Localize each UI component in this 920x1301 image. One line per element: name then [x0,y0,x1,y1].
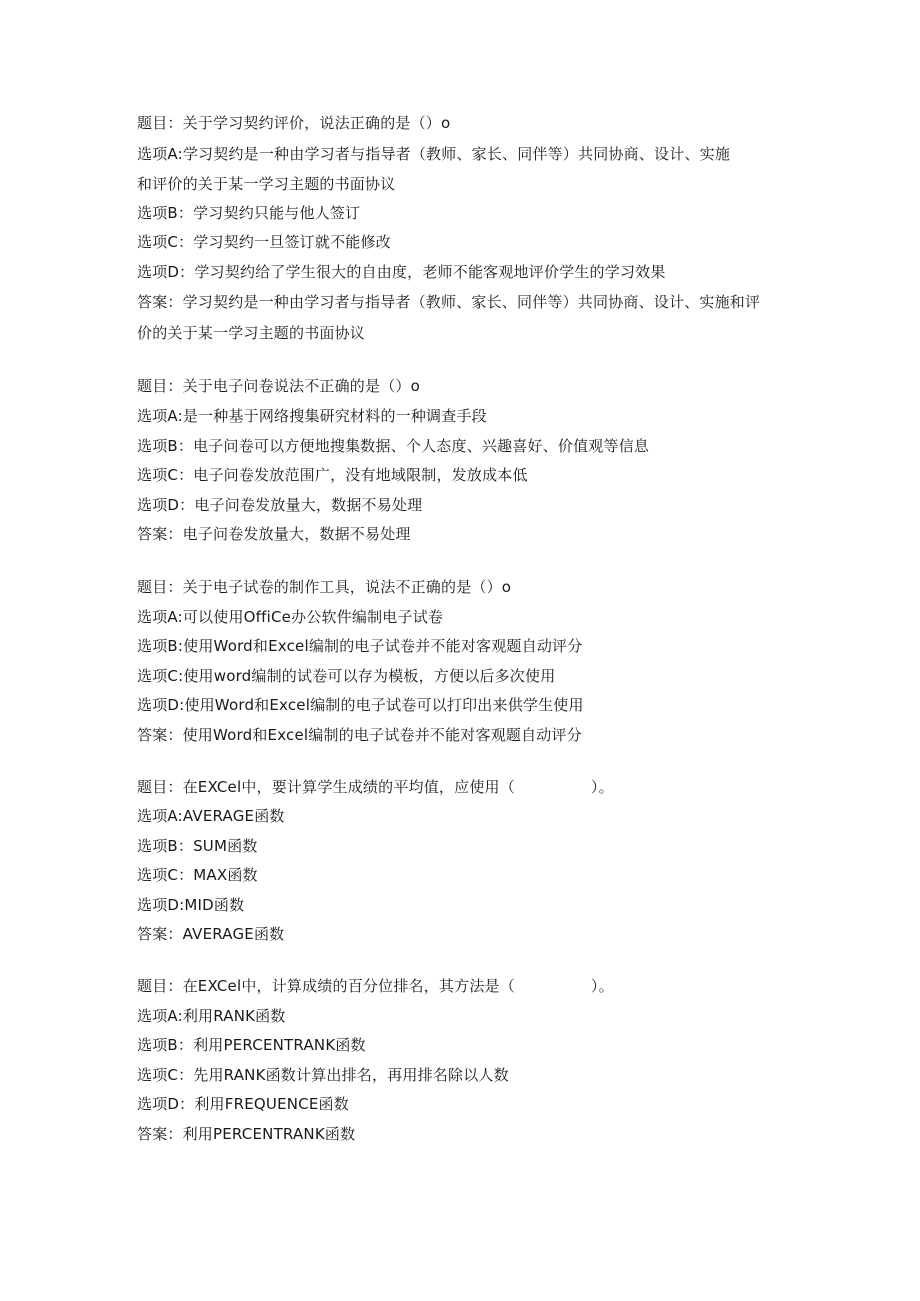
question-stem: 题目：在EXCel中，要计算学生成绩的平均值，应使用（ ）。 [137,777,614,796]
question-block [137,773,777,951]
spacer [137,550,777,573]
question-block [137,109,777,349]
document-page [137,109,777,1150]
question-block [137,972,777,1150]
answer: 答案：使用Word和Excel编制的电子试卷并不能对客观题自动评分 [137,725,582,744]
option-c: 选项C：电子问卷发放范围广，没有地域限制，发放成本低 [137,466,528,485]
option-a: 选项A:AVERAGE函数 [137,807,285,826]
option-a: 选项A:可以使用OffiCe办公软件编制电子试卷 [137,607,444,626]
option-d: 选项D:使用Word和Excel编制的电子试卷可以打印出来供学生使用 [137,696,584,715]
answer: 答案：学习契约是一种由学习者与指导者（教师、家长、同伴等）共同协商、设计、实施和评价的关于某一学习主题的书面协议 [137,293,761,343]
option-c: 选项C:使用word编制的试卷可以存为模板，方便以后多次使用 [137,666,556,685]
option-a: 选项A:利用RANK函数 [137,1006,286,1025]
option-d: 选项D：利用FREQUENCE函数 [137,1095,349,1114]
option-c: 选项C：先用RANK函数计算出排名，再用排名除以人数 [137,1065,509,1084]
question-block [137,573,777,751]
option-d: 选项D：电子问卷发放量大，数据不易处理 [137,495,423,514]
option-b: 选项B：SUM函数 [137,836,258,855]
spacer [137,751,777,773]
option-b: 选项B:使用Word和Excel编制的电子试卷并不能对客观题自动评分 [137,637,583,656]
question-stem: 题目：关于电子问卷说法不正确的是（）o [137,377,420,396]
question-stem: 题目：关于学习契约评价，说法正确的是（）o [137,114,451,132]
option-b: 选项B：电子问卷可以方便地搜集数据、个人态度、兴趣喜好、价值观等信息 [137,436,650,455]
option-b: 选项B：学习契约只能与他人签订 [137,203,361,222]
option-b: 选项B：利用PERCENTRANK函数 [137,1036,366,1055]
answer: 答案：AVERAGE函数 [137,925,285,944]
option-d: 选项D:MID函数 [137,895,245,914]
spacer [137,950,777,972]
question-stem: 题目：关于电子试卷的制作工具，说法不正确的是（）o [137,577,512,596]
question-stem: 题目：在EXCel中，计算成绩的百分位排名，其方法是（ ）。 [137,977,614,996]
option-a: 选项A:是一种基于网络搜集研究材料的一种调查手段 [137,406,487,425]
option-a: 选项A:学习契约是一种由学习者与指导者（教师、家长、同伴等）共同协商、设计、实施和评价的关于某一学习主题的书面协议 [137,144,731,193]
option-c: 选项C：学习契约一旦签订就不能修改 [137,233,391,252]
question-block [137,372,777,550]
option-c: 选项C：MAX函数 [137,866,258,885]
option-d: 选项D：学习契约给了学生很大的自由度，老师不能客观地评价学生的学习效果 [137,262,666,281]
answer: 答案：利用PERCENTRANK函数 [137,1125,356,1144]
answer: 答案：电子问卷发放量大，数据不易处理 [137,525,411,544]
spacer [137,349,777,372]
